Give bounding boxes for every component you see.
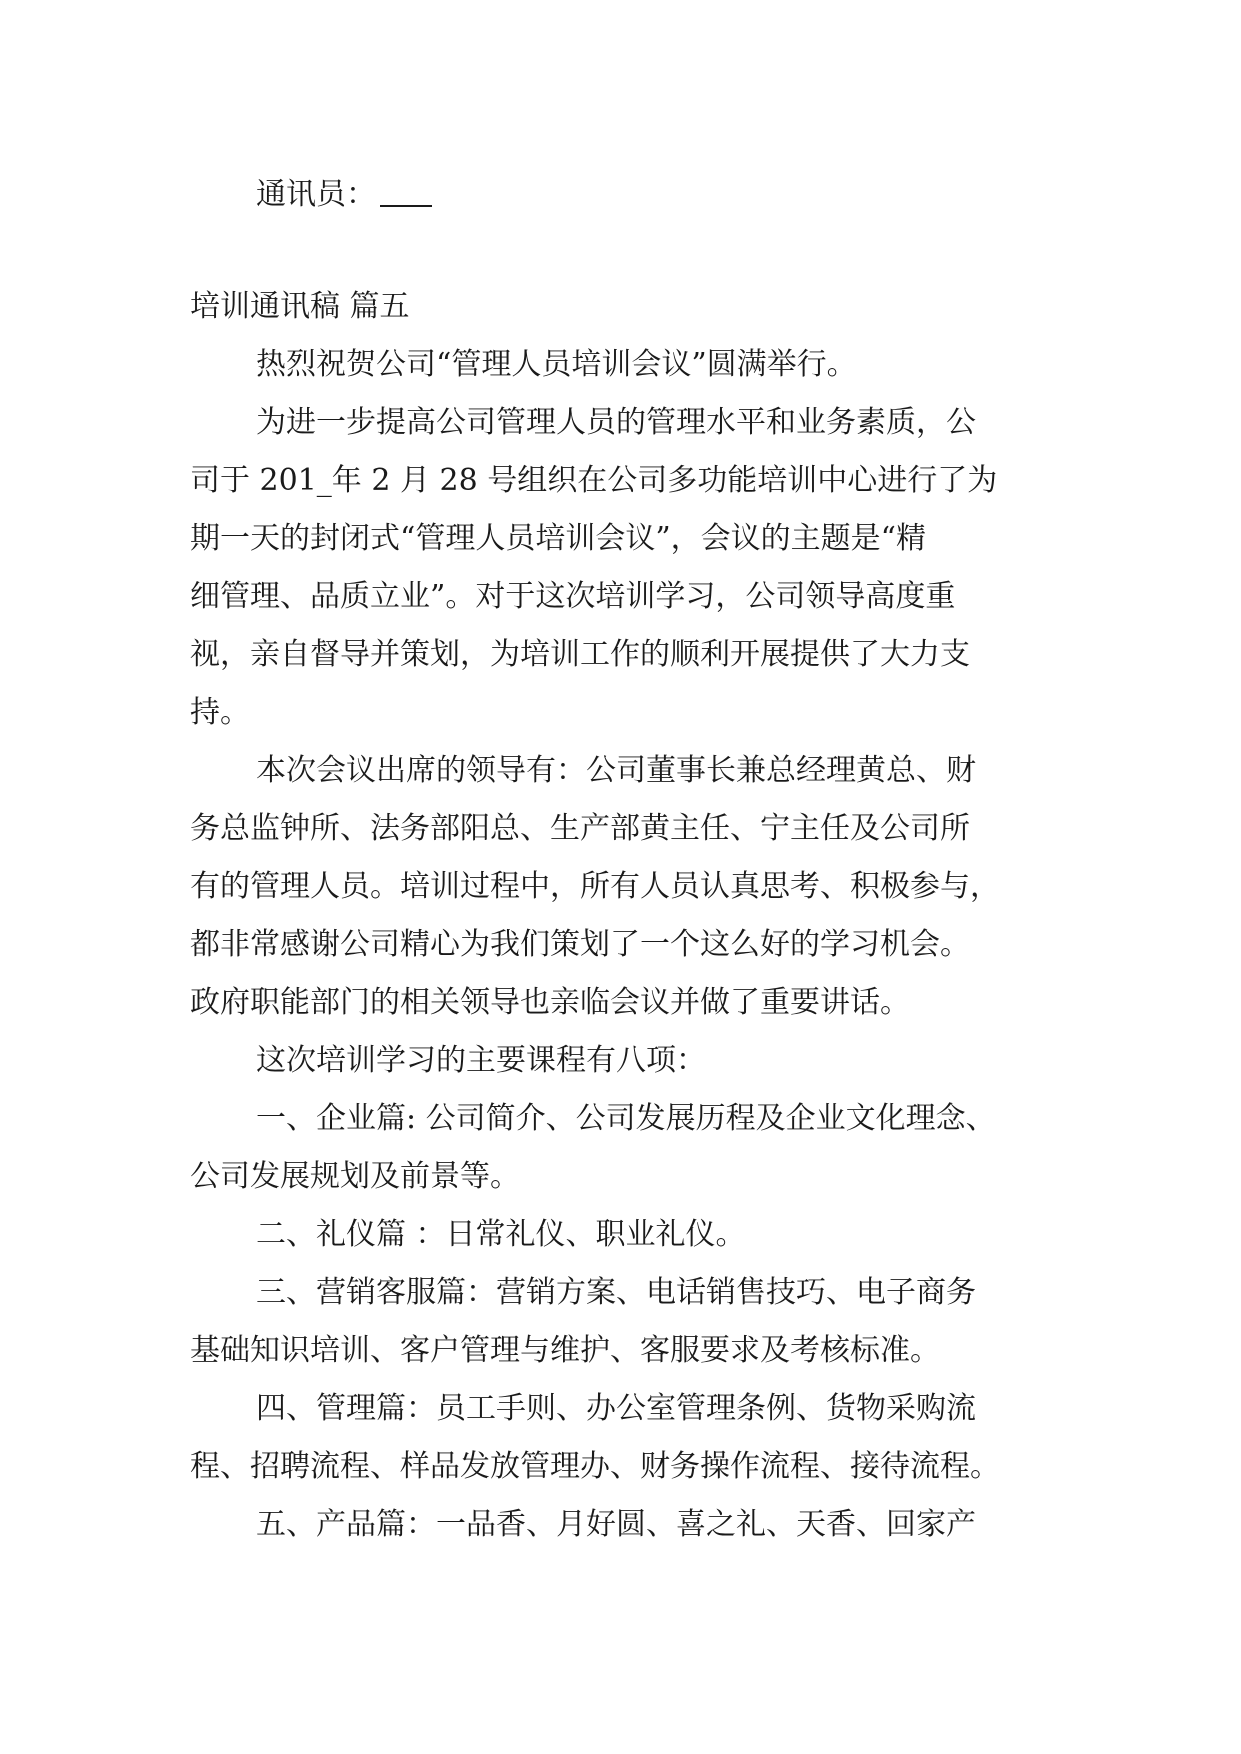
text-line: 二、礼仪篇 ：日常礼仪、职业礼仪。 bbox=[256, 1217, 746, 1252]
text-line: 务总监钟所、法务部阳总、生产部黄主任、宁主任及公司所 bbox=[190, 811, 970, 846]
reporter-line bbox=[190, 166, 1060, 224]
text-line: 期一天的封闭式“管理人员培训会议”，会议的主题是“精 bbox=[190, 521, 927, 556]
text-line: 政府职能部门的相关领导也亲临会议并做了重要讲话。 bbox=[190, 985, 910, 1020]
document-body bbox=[190, 166, 1060, 1554]
text-line: 细管理、品质立业”。对于这次培训学习，公司领导高度重 bbox=[190, 579, 956, 614]
text-line: 有的管理人员。培训过程中，所有人员认真思考、积极参与， bbox=[190, 869, 1000, 904]
section-heading: 培训通讯稿 篇五 bbox=[190, 289, 410, 324]
text-line: 持。 bbox=[190, 695, 250, 730]
text-line: 热烈祝贺公司“管理人员培训会议”圆满举行。 bbox=[256, 347, 857, 382]
text-line: 程、招聘流程、样品发放管理办、财务操作流程、接待流程。 bbox=[190, 1449, 1000, 1484]
text-line: 这次培训学习的主要课程有八项： bbox=[256, 1043, 706, 1078]
text-line: 为进一步提高公司管理人员的管理水平和业务素质，公 bbox=[256, 405, 976, 440]
reporter-blank bbox=[380, 175, 432, 207]
text-line: 司于 201_年 2 月 28 号组织在公司多功能培训中心进行了为 bbox=[190, 463, 998, 498]
article-text bbox=[190, 336, 1060, 1554]
text-line: 基础知识培训、客户管理与维护、客服要求及考核标准。 bbox=[190, 1333, 940, 1368]
text-line: 一、企业篇: 公司简介、公司发展历程及企业文化理念、 bbox=[256, 1101, 996, 1136]
text-line: 五、产品篇：一品香、月好圆、喜之礼、天香、回家产 bbox=[256, 1507, 976, 1542]
reporter-label: 通讯员： bbox=[256, 177, 376, 212]
text-line: 三、营销客服篇：营销方案、电话销售技巧、电子商务 bbox=[256, 1275, 976, 1310]
text-line: 都非常感谢公司精心为我们策划了一个这么好的学习机会。 bbox=[190, 927, 970, 962]
text-line: 本次会议出席的领导有：公司董事长兼总经理黄总、财 bbox=[256, 753, 976, 788]
text-line: 四、管理篇：员工手则、办公室管理条例、货物采购流 bbox=[256, 1391, 976, 1426]
text-line: 视，亲自督导并策划，为培训工作的顺利开展提供了大力支 bbox=[190, 637, 970, 672]
text-line: 公司发展规划及前景等。 bbox=[190, 1159, 520, 1194]
